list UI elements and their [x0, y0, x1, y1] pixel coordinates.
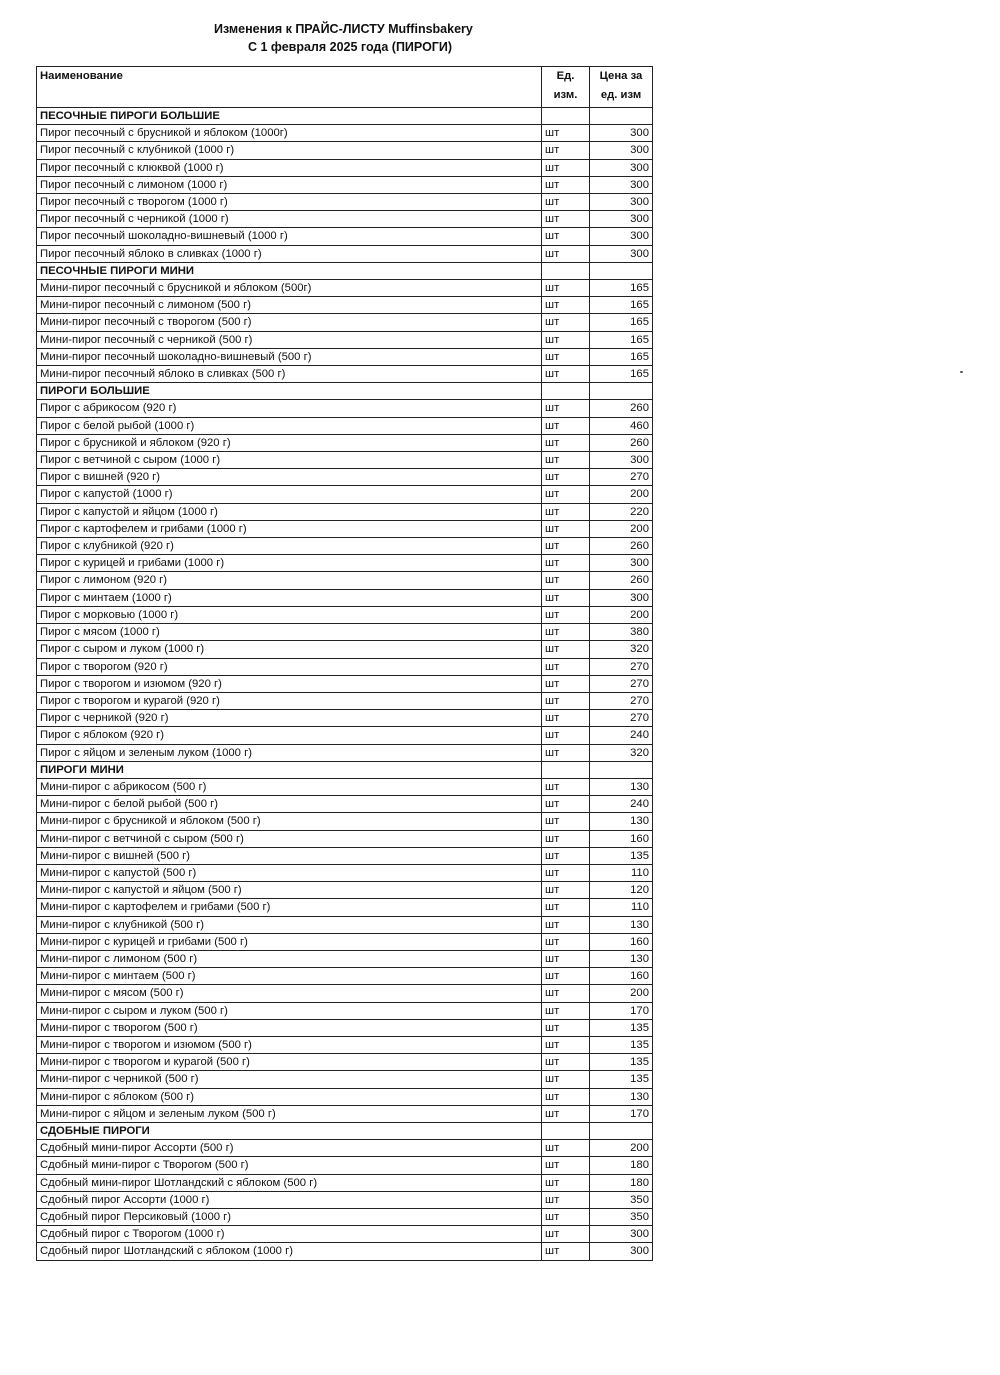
item-price: 260 — [590, 572, 653, 589]
item-price: 300 — [590, 452, 653, 469]
item-price: 200 — [590, 520, 653, 537]
item-unit: шт — [542, 950, 590, 967]
item-name: Пирог с ветчиной с сыром (1000 г) — [37, 452, 542, 469]
item-name: Сдобный пирог Шотландский с яблоком (1000 г) — [37, 1243, 542, 1260]
item-unit: шт — [542, 675, 590, 692]
item-price: 270 — [590, 469, 653, 486]
item-name: Сдобный мини-пирог Шотландский с яблоком (500 г) — [37, 1174, 542, 1191]
item-unit: шт — [542, 1209, 590, 1226]
table-row — [37, 692, 653, 709]
section-price-cell — [590, 108, 653, 125]
item-name: Пирог с капустой (1000 г) — [37, 486, 542, 503]
table-row — [37, 606, 653, 623]
table-row — [37, 125, 653, 142]
item-name: Пирог с яблоком (920 г) — [37, 727, 542, 744]
item-price: 300 — [590, 125, 653, 142]
item-unit: шт — [542, 228, 590, 245]
table-row — [37, 1105, 653, 1122]
table-row — [37, 520, 653, 537]
item-unit: шт — [542, 417, 590, 434]
item-name: Пирог с белой рыбой (1000 г) — [37, 417, 542, 434]
table-row — [37, 899, 653, 916]
item-unit: шт — [542, 882, 590, 899]
item-unit: шт — [542, 125, 590, 142]
item-name: Мини-пирог с капустой (500 г) — [37, 864, 542, 881]
item-price: 180 — [590, 1157, 653, 1174]
section-title: ПИРОГИ МИНИ — [37, 761, 542, 778]
item-price: 300 — [590, 211, 653, 228]
item-price: 300 — [590, 176, 653, 193]
item-price: 165 — [590, 366, 653, 383]
item-price: 300 — [590, 1226, 653, 1243]
item-price: 320 — [590, 744, 653, 761]
table-row — [37, 1174, 653, 1191]
document-subtitle: С 1 февраля 2025 года (ПИРОГИ) — [248, 40, 453, 54]
item-price: 130 — [590, 1088, 653, 1105]
section-title: ПЕСОЧНЫЕ ПИРОГИ МИНИ — [37, 262, 542, 279]
item-name: Пирог с черникой (920 г) — [37, 710, 542, 727]
item-unit: шт — [542, 297, 590, 314]
item-name: Мини-пирог с капустой и яйцом (500 г) — [37, 882, 542, 899]
item-unit: шт — [542, 1226, 590, 1243]
item-price: 300 — [590, 1243, 653, 1260]
item-price: 380 — [590, 624, 653, 641]
table-row — [37, 194, 653, 211]
item-price: 135 — [590, 1071, 653, 1088]
item-name: Мини-пирог с лимоном (500 г) — [37, 950, 542, 967]
item-name: Мини-пирог с творогом и курагой (500 г) — [37, 1054, 542, 1071]
section-price-cell — [590, 1122, 653, 1139]
table-row — [37, 589, 653, 606]
table-row — [37, 572, 653, 589]
item-unit: шт — [542, 1054, 590, 1071]
table-row — [37, 727, 653, 744]
item-price: 260 — [590, 538, 653, 555]
item-price: 350 — [590, 1191, 653, 1208]
column-header-name-label: Наименование — [40, 70, 123, 82]
item-unit: шт — [542, 933, 590, 950]
item-unit: шт — [542, 606, 590, 623]
item-name: Мини-пирог с черникой (500 г) — [37, 1071, 542, 1088]
item-price: 220 — [590, 503, 653, 520]
item-price: 460 — [590, 417, 653, 434]
item-price: 300 — [590, 228, 653, 245]
item-unit: шт — [542, 778, 590, 795]
item-name: Мини-пирог с минтаем (500 г) — [37, 968, 542, 985]
item-unit: шт — [542, 985, 590, 1002]
item-unit: шт — [542, 830, 590, 847]
item-unit: шт — [542, 194, 590, 211]
item-unit: шт — [542, 280, 590, 297]
item-price: 300 — [590, 555, 653, 572]
item-price: 135 — [590, 1036, 653, 1053]
item-unit: шт — [542, 916, 590, 933]
item-unit: шт — [542, 727, 590, 744]
item-name: Мини-пирог песочный яблоко в сливках (500 г) — [37, 366, 542, 383]
item-unit: шт — [542, 864, 590, 881]
item-price: 110 — [590, 864, 653, 881]
item-unit: шт — [542, 1105, 590, 1122]
item-name: Пирог с капустой и яйцом (1000 г) — [37, 503, 542, 520]
table-row — [37, 916, 653, 933]
item-price: 260 — [590, 400, 653, 417]
section-unit-cell — [542, 383, 590, 400]
item-unit: шт — [542, 211, 590, 228]
document-title: Изменения к ПРАЙС-ЛИСТУ Muffinsbakery — [214, 22, 473, 36]
section-unit-cell — [542, 262, 590, 279]
section-row — [37, 108, 653, 125]
item-name: Сдобный пирог Ассорти (1000 г) — [37, 1191, 542, 1208]
item-unit: шт — [542, 899, 590, 916]
item-name: Мини-пирог с картофелем и грибами (500 г) — [37, 899, 542, 916]
item-price: 165 — [590, 348, 653, 365]
table-row — [37, 864, 653, 881]
item-name: Пирог с творогом (920 г) — [37, 658, 542, 675]
item-name: Пирог песочный с лимоном (1000 г) — [37, 176, 542, 193]
item-unit: шт — [542, 366, 590, 383]
column-header-unit-line1: Ед. — [556, 70, 575, 82]
item-name: Пирог с абрикосом (920 г) — [37, 400, 542, 417]
item-price: 110 — [590, 899, 653, 916]
item-unit: шт — [542, 624, 590, 641]
item-name: Мини-пирог с абрикосом (500 г) — [37, 778, 542, 795]
table-row — [37, 331, 653, 348]
table-row — [37, 847, 653, 864]
item-name: Пирог с морковью (1000 г) — [37, 606, 542, 623]
item-name: Мини-пирог с творогом и изюмом (500 г) — [37, 1036, 542, 1053]
item-unit: шт — [542, 1174, 590, 1191]
item-price: 200 — [590, 1140, 653, 1157]
column-header-price — [590, 67, 653, 108]
item-name: Сдобный пирог Персиковый (1000 г) — [37, 1209, 542, 1226]
item-unit: шт — [542, 1002, 590, 1019]
item-name: Мини-пирог песочный с творогом (500 г) — [37, 314, 542, 331]
item-price: 270 — [590, 658, 653, 675]
table-row — [37, 1209, 653, 1226]
table-row — [37, 486, 653, 503]
table-row — [37, 142, 653, 159]
item-price: 240 — [590, 727, 653, 744]
column-header-unit — [542, 67, 590, 108]
item-unit: шт — [542, 968, 590, 985]
section-price-cell — [590, 383, 653, 400]
column-header-price-line1: Цена за — [599, 70, 643, 82]
item-unit: шт — [542, 469, 590, 486]
item-price: 165 — [590, 314, 653, 331]
item-unit: шт — [542, 314, 590, 331]
item-name: Мини-пирог с яблоком (500 г) — [37, 1088, 542, 1105]
item-unit: шт — [542, 710, 590, 727]
item-name: Мини-пирог с творогом (500 г) — [37, 1019, 542, 1036]
item-price: 160 — [590, 968, 653, 985]
item-unit: шт — [542, 486, 590, 503]
item-price: 270 — [590, 692, 653, 709]
table-row — [37, 211, 653, 228]
table-row — [37, 1243, 653, 1260]
item-name: Пирог песочный с черникой (1000 г) — [37, 211, 542, 228]
table-row — [37, 176, 653, 193]
item-price: 270 — [590, 710, 653, 727]
table-row — [37, 469, 653, 486]
item-name: Пирог с брусникой и яблоком (920 г) — [37, 434, 542, 451]
item-name: Мини-пирог с клубникой (500 г) — [37, 916, 542, 933]
table-row — [37, 813, 653, 830]
section-unit-cell — [542, 1122, 590, 1139]
item-unit: шт — [542, 1191, 590, 1208]
table-row — [37, 624, 653, 641]
item-unit: шт — [542, 847, 590, 864]
item-name: Мини-пирог песочный с брусникой и яблоком (500г) — [37, 280, 542, 297]
item-name: Пирог песочный с творогом (1000 г) — [37, 194, 542, 211]
column-header-unit-line2: изм. — [553, 89, 578, 101]
item-unit: шт — [542, 1088, 590, 1105]
table-row — [37, 1191, 653, 1208]
item-name: Пирог с сыром и луком (1000 г) — [37, 641, 542, 658]
table-row — [37, 434, 653, 451]
section-price-cell — [590, 262, 653, 279]
price-table-body — [37, 108, 653, 1261]
item-unit: шт — [542, 245, 590, 262]
item-name: Пирог с лимоном (920 г) — [37, 572, 542, 589]
item-price: 130 — [590, 916, 653, 933]
item-unit: шт — [542, 572, 590, 589]
item-price: 120 — [590, 882, 653, 899]
item-price: 130 — [590, 950, 653, 967]
item-unit: шт — [542, 589, 590, 606]
column-header-price-line2: ед. изм — [600, 89, 642, 101]
item-price: 200 — [590, 486, 653, 503]
item-price: 165 — [590, 331, 653, 348]
item-unit: шт — [542, 1243, 590, 1260]
table-row — [37, 985, 653, 1002]
table-row — [37, 366, 653, 383]
item-unit: шт — [542, 658, 590, 675]
price-table — [36, 66, 653, 1261]
table-row — [37, 417, 653, 434]
item-name: Мини-пирог с мясом (500 г) — [37, 985, 542, 1002]
table-row — [37, 830, 653, 847]
item-unit: шт — [542, 142, 590, 159]
item-unit: шт — [542, 813, 590, 830]
table-row — [37, 503, 653, 520]
table-row — [37, 555, 653, 572]
item-name: Пирог с курицей и грибами (1000 г) — [37, 555, 542, 572]
item-name: Пирог песочный с клубникой (1000 г) — [37, 142, 542, 159]
item-price: 300 — [590, 589, 653, 606]
item-price: 300 — [590, 194, 653, 211]
table-row — [37, 400, 653, 417]
item-unit: шт — [542, 1071, 590, 1088]
table-row — [37, 950, 653, 967]
item-name: Пирог с творогом и курагой (920 г) — [37, 692, 542, 709]
item-price: 300 — [590, 159, 653, 176]
item-price: 135 — [590, 847, 653, 864]
item-unit: шт — [542, 159, 590, 176]
item-price: 130 — [590, 813, 653, 830]
item-unit: шт — [542, 1157, 590, 1174]
item-price: 180 — [590, 1174, 653, 1191]
item-name: Пирог песочный шоколадно-вишневый (1000 г) — [37, 228, 542, 245]
table-row — [37, 1226, 653, 1243]
table-row — [37, 710, 653, 727]
section-row — [37, 1122, 653, 1139]
item-unit: шт — [542, 434, 590, 451]
table-row — [37, 1036, 653, 1053]
item-unit: шт — [542, 641, 590, 658]
item-name: Пирог с картофелем и грибами (1000 г) — [37, 520, 542, 537]
table-row — [37, 280, 653, 297]
table-row — [37, 348, 653, 365]
item-price: 240 — [590, 796, 653, 813]
item-name: Мини-пирог с вишней (500 г) — [37, 847, 542, 864]
item-price: 350 — [590, 1209, 653, 1226]
item-name: Пирог с яйцом и зеленым луком (1000 г) — [37, 744, 542, 761]
table-row — [37, 1140, 653, 1157]
item-unit: шт — [542, 503, 590, 520]
table-row — [37, 538, 653, 555]
item-name: Мини-пирог песочный с лимоном (500 г) — [37, 297, 542, 314]
item-price: 320 — [590, 641, 653, 658]
item-price: 200 — [590, 985, 653, 1002]
table-row — [37, 968, 653, 985]
section-row — [37, 262, 653, 279]
table-row — [37, 744, 653, 761]
table-row — [37, 1071, 653, 1088]
item-unit: шт — [542, 452, 590, 469]
column-header-name — [37, 67, 542, 108]
section-title: ПИРОГИ БОЛЬШИЕ — [37, 383, 542, 400]
item-name: Мини-пирог песочный шоколадно-вишневый (500 г) — [37, 348, 542, 365]
item-name: Пирог песочный с клюквой (1000 г) — [37, 159, 542, 176]
item-unit: шт — [542, 520, 590, 537]
item-name: Мини-пирог песочный с черникой (500 г) — [37, 331, 542, 348]
item-name: Пирог песочный с брусникой и яблоком (1000г) — [37, 125, 542, 142]
item-unit: шт — [542, 1019, 590, 1036]
table-header-row — [37, 67, 653, 108]
table-row — [37, 452, 653, 469]
item-name: Мини-пирог с брусникой и яблоком (500 г) — [37, 813, 542, 830]
item-name: Сдобный мини-пирог Ассорти (500 г) — [37, 1140, 542, 1157]
item-unit: шт — [542, 555, 590, 572]
item-price: 170 — [590, 1002, 653, 1019]
table-row — [37, 675, 653, 692]
item-price: 130 — [590, 778, 653, 795]
section-unit-cell — [542, 761, 590, 778]
item-price: 300 — [590, 142, 653, 159]
table-row — [37, 1157, 653, 1174]
item-name: Мини-пирог с яйцом и зеленым луком (500 г) — [37, 1105, 542, 1122]
item-unit: шт — [542, 692, 590, 709]
item-unit: шт — [542, 538, 590, 555]
section-title: СДОБНЫЕ ПИРОГИ — [37, 1122, 542, 1139]
item-name: Мини-пирог с ветчиной с сыром (500 г) — [37, 830, 542, 847]
section-row — [37, 383, 653, 400]
section-row — [37, 761, 653, 778]
section-title: ПЕСОЧНЫЕ ПИРОГИ БОЛЬШИЕ — [37, 108, 542, 125]
item-unit: шт — [542, 400, 590, 417]
item-unit: шт — [542, 331, 590, 348]
scan-speck — [960, 371, 963, 373]
item-price: 170 — [590, 1105, 653, 1122]
table-row — [37, 314, 653, 331]
item-unit: шт — [542, 744, 590, 761]
table-row — [37, 1002, 653, 1019]
item-name: Сдобный пирог с Творогом (1000 г) — [37, 1226, 542, 1243]
item-price: 165 — [590, 280, 653, 297]
item-price: 260 — [590, 434, 653, 451]
table-row — [37, 1054, 653, 1071]
item-unit: шт — [542, 176, 590, 193]
item-name: Мини-пирог с белой рыбой (500 г) — [37, 796, 542, 813]
section-unit-cell — [542, 108, 590, 125]
item-unit: шт — [542, 1140, 590, 1157]
item-unit: шт — [542, 1036, 590, 1053]
item-price: 200 — [590, 606, 653, 623]
item-name: Пирог с клубникой (920 г) — [37, 538, 542, 555]
item-price: 165 — [590, 297, 653, 314]
table-row — [37, 297, 653, 314]
table-row — [37, 658, 653, 675]
item-name: Мини-пирог с сыром и луком (500 г) — [37, 1002, 542, 1019]
item-unit: шт — [542, 348, 590, 365]
item-price: 135 — [590, 1019, 653, 1036]
item-price: 270 — [590, 675, 653, 692]
table-row — [37, 641, 653, 658]
item-name: Мини-пирог с курицей и грибами (500 г) — [37, 933, 542, 950]
table-row — [37, 245, 653, 262]
table-row — [37, 796, 653, 813]
item-name: Пирог с минтаем (1000 г) — [37, 589, 542, 606]
section-price-cell — [590, 761, 653, 778]
table-row — [37, 778, 653, 795]
item-price: 300 — [590, 245, 653, 262]
table-row — [37, 882, 653, 899]
table-row — [37, 1088, 653, 1105]
item-price: 160 — [590, 933, 653, 950]
item-price: 160 — [590, 830, 653, 847]
item-name: Пирог с вишней (920 г) — [37, 469, 542, 486]
table-row — [37, 933, 653, 950]
item-name: Пирог песочный яблоко в сливках (1000 г) — [37, 245, 542, 262]
table-row — [37, 1019, 653, 1036]
item-name: Сдобный мини-пирог с Творогом (500 г) — [37, 1157, 542, 1174]
item-price: 135 — [590, 1054, 653, 1071]
item-unit: шт — [542, 796, 590, 813]
table-row — [37, 228, 653, 245]
item-name: Пирог с творогом и изюмом (920 г) — [37, 675, 542, 692]
item-name: Пирог с мясом (1000 г) — [37, 624, 542, 641]
table-row — [37, 159, 653, 176]
